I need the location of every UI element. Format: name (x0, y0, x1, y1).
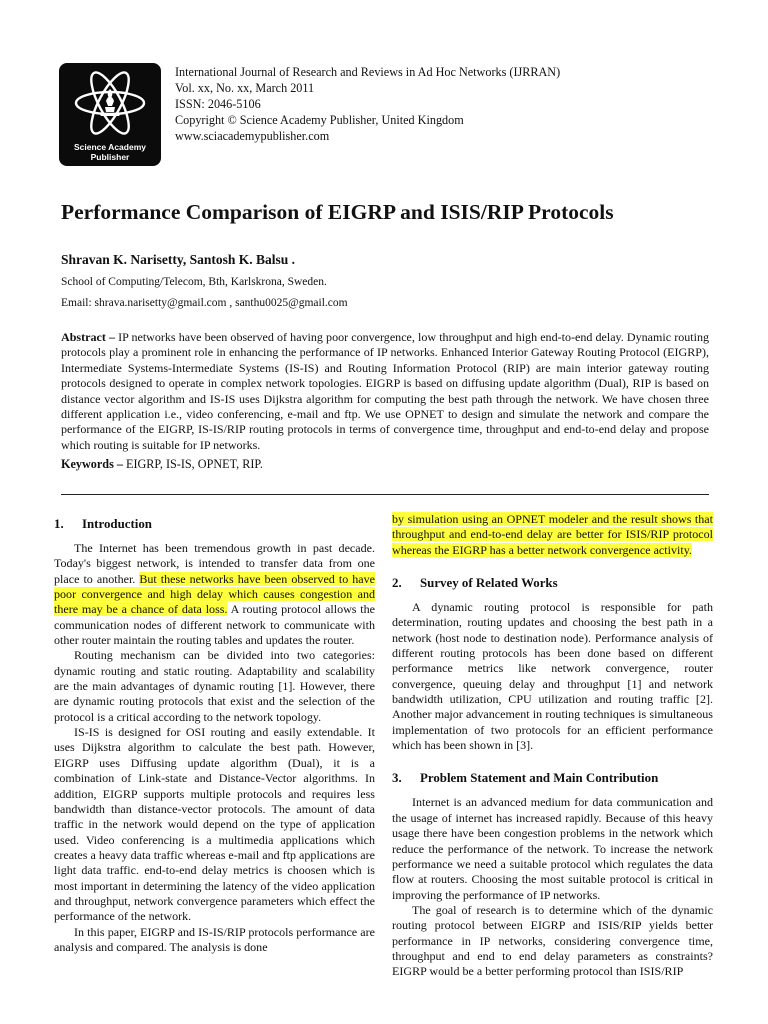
section-title: Introduction (82, 517, 152, 531)
abstract (61, 330, 709, 453)
highlighted-text: But these networks have been observed to have poor convergence and high delay which causes congestion and there may be a chance of data loss. (54, 571, 375, 617)
logo-caption (59, 142, 161, 162)
journal-copyright: Copyright © Science Academy Publisher, United Kingdom (175, 113, 464, 127)
paper-affiliation: School of Computing/Telecom, Bth, Karlskrona, Sweden. (61, 276, 327, 288)
publisher-logo (59, 63, 161, 166)
keywords (61, 457, 263, 472)
section-heading-problem-statement (392, 769, 713, 787)
paper-authors: Shravan K. Narisetty, Santosh K. Balsu . (61, 252, 296, 267)
section-divider (61, 494, 709, 495)
intro-paragraph-2: Routing mechanism can be divided into two categories: dynamic routing and static routing. Adaptability and scalability are the main advantages of dynamic routing [1]. However, there are dynamic routing protocols that exist and the selection of the protocol is a critical according to the network topology. (54, 648, 375, 724)
left-column (54, 515, 375, 955)
section-number: 3. (392, 771, 402, 786)
problem-paragraph-2: The goal of research is to determine which of the dynamic routing protocol between EIGRP and ISIS/RIP yields better performance in IP networks, considering convergence time, throughput and end to end delay parameters as constraints? EIGRP would be a better performing protocol than ISIS/RIP (392, 902, 713, 979)
related-works-paragraph: A dynamic routing protocol is responsible for path determination, routing updates and choosing the best path in a network (host node to destination node). Performance analysis of different routing protocols has been done based on different performance metrics like network convergence, router convergence, queuing delay and throughput [1] and network bandwidth utilization, CPU utilization and routing traffic [2]. Another major advancement in routing techniques is simultaneous implementation of two protocols for an efficient performance which has been shown in [3]. (392, 600, 713, 753)
intro-paragraph-4: In this paper, EIGRP and IS-IS/RIP protocols performance are analysis and compared. The analysis is done (54, 924, 375, 954)
journal-name: International Journal of Research and Reviews in Ad Hoc Networks (IJRRAN) (175, 65, 561, 79)
intro-p1-start: The Internet has been tremendous growth in past decade. Today's biggest network, is intended to transfer data from one place to another. (54, 541, 375, 586)
keywords-label: Keywords – (61, 457, 123, 471)
section-number: 2. (392, 576, 402, 591)
right-column (392, 512, 713, 980)
logo-line-1: Science Academy (74, 142, 146, 152)
abstract-label: Abstract – (61, 330, 115, 344)
problem-paragraph-1: Internet is an advanced medium for data communication and the usage of internet has increased rapidly. Because of this heavy usage there have been congestion problems in the network which reduce the performance of the network. To increase the network performance we need a suitable protocol which regulates the data flow at routers. Choosing the most suitable protocol is critical in improving the performance of IP networks. (392, 795, 713, 902)
section-heading-introduction (54, 515, 375, 533)
keywords-text: EIGRP, IS-IS, OPNET, RIP. (122, 457, 263, 471)
journal-header (175, 64, 655, 144)
logo-line-2: Publisher (90, 152, 130, 162)
intro-paragraph-3: IS-IS is designed for OSI routing and easily extendable. It uses Dijkstra algorithm to calculate the best path. However, EIGRP uses Diffusing update algorithm (Dual), it is a combination of Link-state and Distance-Vector algorithms. In addition, EIGRP supports multiple protocols and requires less bandwidth than distance-vector protocols. The amount of data traffic in the network would depend on the type of application used. Video conferencing is a multimedia applications which creates a heavy data traffic whereas e-mail and ftp applications are light data traffic. end-to-end delay metrics is choosen which is most important in determining the latency of the video application and throughput, network convergence parameters which effect the performance of the network. (54, 725, 375, 924)
intro-paragraph-1 (54, 541, 375, 648)
journal-issn: ISSN: 2046-5106 (175, 97, 261, 111)
journal-website: www.sciacademypublisher.com (175, 129, 330, 143)
atom-emblem-icon (59, 63, 161, 143)
section-title: Problem Statement and Main Contribution (420, 771, 659, 786)
paper-title: Performance Comparison of EIGRP and ISIS/RIP Protocols (61, 200, 614, 224)
section-number: 1. (54, 517, 64, 531)
intro-p1-end: A routing protocol allows the communication nodes of different network to communicate with other router maintain the routing tables and updates the router. (54, 602, 376, 648)
abstract-text: IP networks have been observed of having poor convergence, low throughput and high end-to-end delay. Dynamic routing protocols play a prominent role in enhancing the performance of IP networks. Enhanced Interior Gateway Routing Protocol (EIGRP), Intermediate Systems-Intermediate Systems (IS-IS) and Routing Information Protocol (RIP) are main interior gateway routing protocols designed to operate in complex network topologies. EIGRP is based on diffusing update algorithm (Dual), RIP is based on distance vector algorithm and IS-IS uses Dijkstra algorithm for computing the best path through the network. We have chosen three different application i.e., video conferencing, e-mail and ftp. We use OPNET to design and simulate the network and compare the performance of the EIGRP, IS-IS/RIP routing protocols in terms of convergence time, throughput and end-to-end delay and propose which routing is suitable for IP networks. (61, 330, 709, 452)
highlighted-text: by simulation using an OPNET modeler and the result shows that throughput and end-to-end delay are better for ISIS/RIP protocol whereas the EIGRP has a better network convergence activity. (392, 512, 713, 557)
section-title: Survey of Related Works (420, 576, 558, 591)
section-heading-related-works (392, 574, 713, 592)
paper-email: Email: shrava.narisetty@gmail.com , santhu0025@gmail.com (61, 297, 348, 309)
journal-volume: Vol. xx, No. xx, March 2011 (175, 81, 315, 95)
intro-paragraph-4-continued (392, 512, 713, 558)
